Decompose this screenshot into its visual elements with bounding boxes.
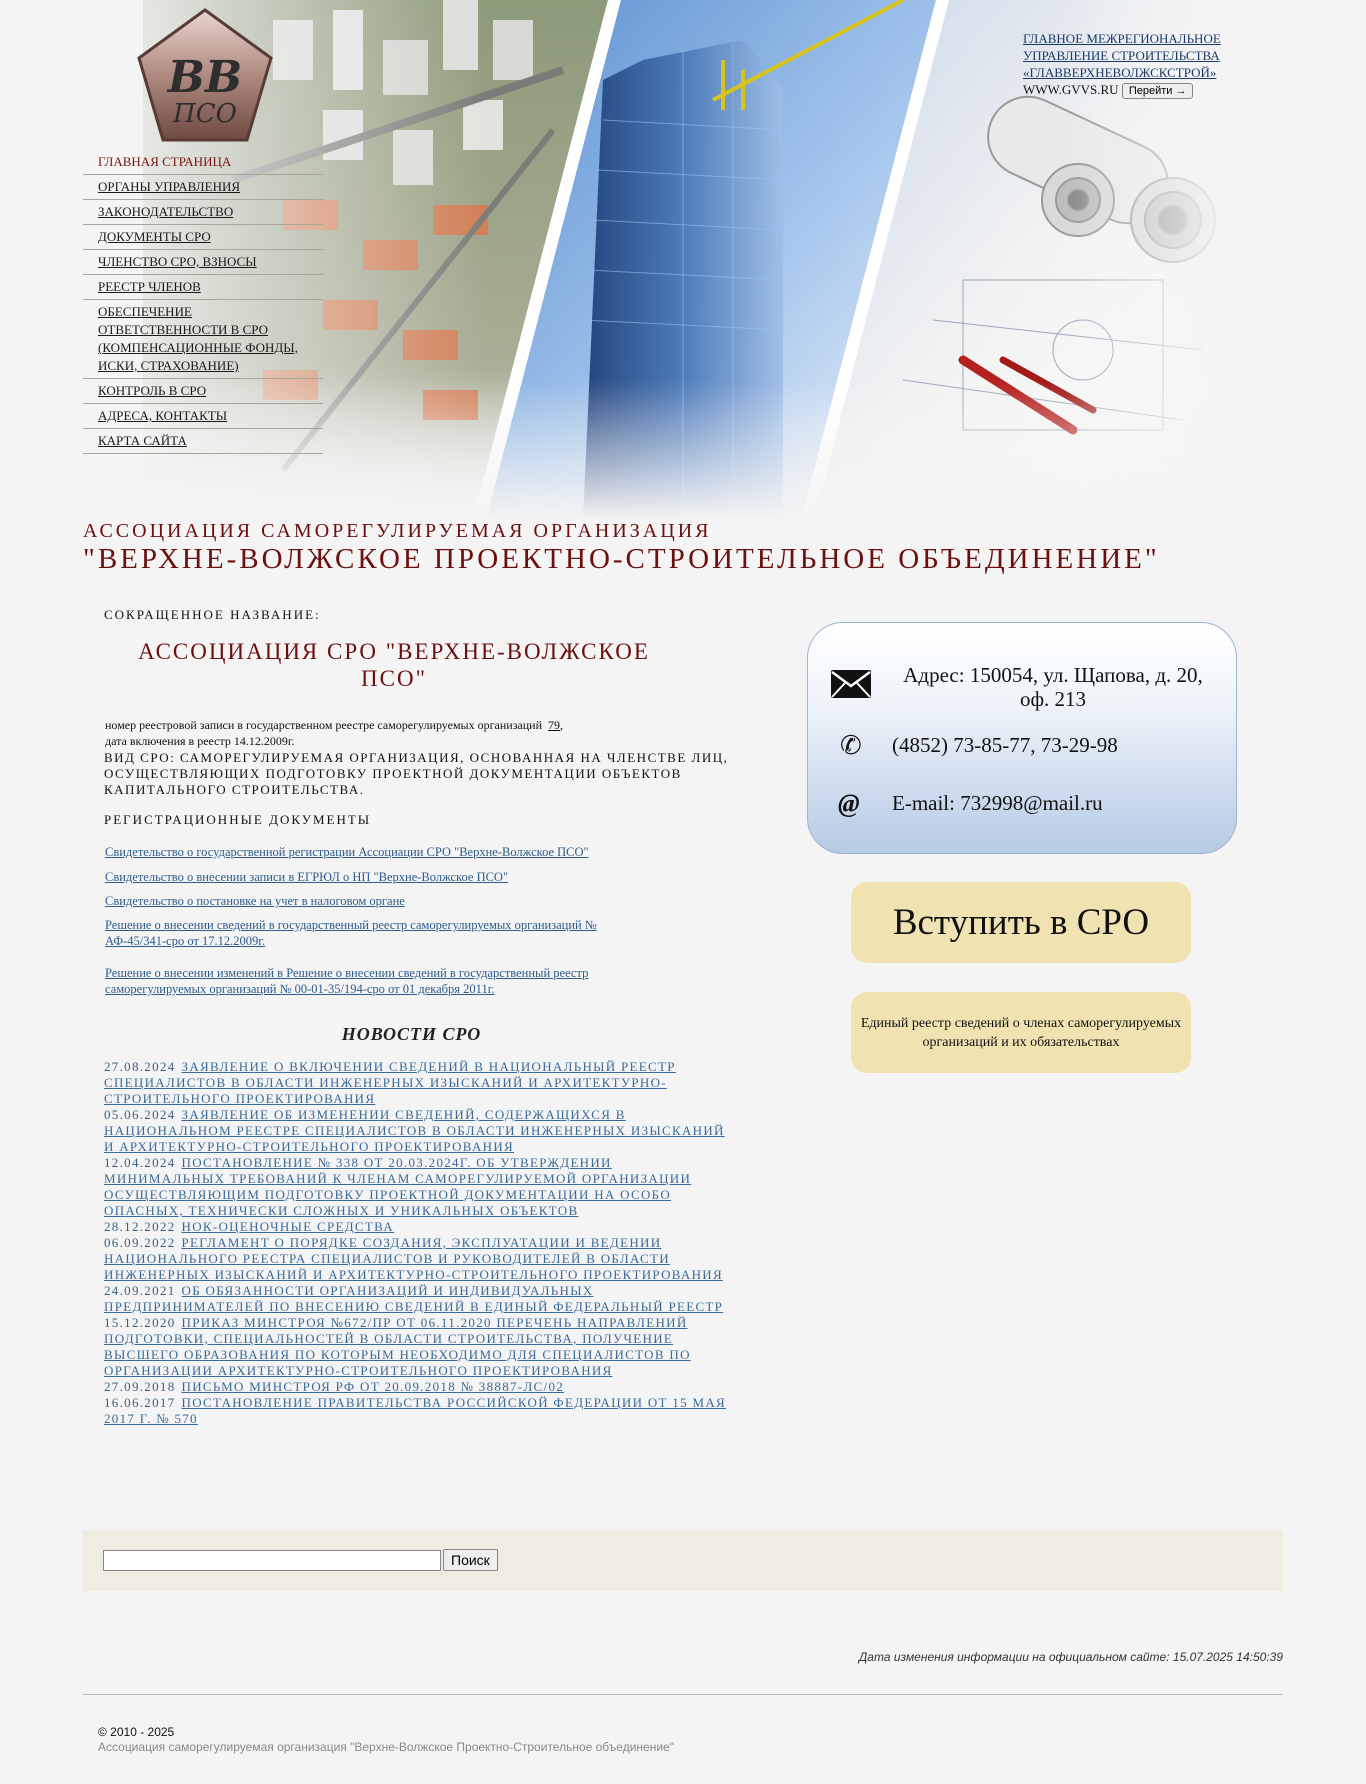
news-date: 28.12.2022 bbox=[104, 1219, 176, 1234]
logo-text-top: ВВ bbox=[167, 52, 243, 103]
search-bar bbox=[83, 1530, 1283, 1591]
news-date: 15.12.2020 bbox=[104, 1315, 176, 1330]
doc-link[interactable]: Свидетельство о внесении записи в ЕГРЮЛ о НП "Верхне-Волжское ПСО" bbox=[105, 870, 509, 884]
news-item bbox=[104, 1395, 729, 1427]
news-date: 27.09.2018 bbox=[104, 1379, 176, 1394]
menu-item-link[interactable]: ЧЛЕНСТВО СРО, ВЗНОСЫ bbox=[98, 254, 257, 269]
news-link[interactable]: ПОСТАНОВЛЕНИЕ ПРАВИТЕЛЬСТВА РОССИЙСКОЙ ФЕДЕРАЦИИ ОТ 15 МАЯ 2017 Г. № 570 bbox=[104, 1395, 726, 1426]
news-list bbox=[104, 1059, 729, 1427]
registry-date: дата включения в реестр 14.12.2009г. bbox=[105, 734, 295, 748]
news-date: 12.04.2024 bbox=[104, 1155, 176, 1170]
reg-docs-title: РЕГИСТРАЦИОННЫЕ ДОКУМЕНТЫ bbox=[104, 812, 372, 827]
news-item bbox=[104, 1379, 729, 1395]
search-button[interactable]: Поиск bbox=[443, 1549, 498, 1571]
menu-item[interactable] bbox=[83, 200, 323, 225]
sro-type: ВИД СРО: САМОРЕГУЛИРУЕМАЯ ОРГАНИЗАЦИЯ, ОСНОВАННАЯ НА ЧЛЕНСТВЕ ЛИЦ, ОСУЩЕСТВЛЯЮЩИХ ПОДГОТОВКУ ПРОЕКТНОЙ ДОКУМЕНТАЦИИ ОБЪЕКТОВ КАПИТАЛЬНОГО СТРОИТЕЛЬСТВА. bbox=[104, 750, 729, 797]
menu-item-link[interactable]: РЕЕСТР ЧЛЕНОВ bbox=[98, 279, 201, 294]
partner-link-line3: «ГЛАВВЕРХНЕВОЛЖСКСТРОЙ» bbox=[1023, 65, 1217, 80]
news-item bbox=[104, 1155, 729, 1219]
phone-icon: ✆ bbox=[840, 731, 862, 760]
at-icon: @ bbox=[838, 789, 860, 818]
partner-link[interactable] bbox=[1023, 31, 1221, 80]
news-date: 05.06.2024 bbox=[104, 1107, 176, 1122]
contact-card bbox=[807, 622, 1237, 854]
footer-org: Ассоциация саморегулируемая организация "Верхне-Волжское Проектно-Строительное объединение" bbox=[98, 1740, 674, 1754]
footer-divider bbox=[83, 1694, 1283, 1695]
menu-item[interactable] bbox=[83, 379, 323, 404]
doc-link[interactable]: Решение о внесении изменений в Решение о внесении сведений в государственный реестр саморегулируемых организаций № 00-01-35/194-сро от 01 декабря 2011г. bbox=[105, 966, 589, 996]
news-item bbox=[104, 1315, 729, 1379]
logo[interactable] bbox=[135, 6, 275, 146]
partner-link-line2: УПРАВЛЕНИЕ СТРОИТЕЛЬСТВА bbox=[1023, 48, 1220, 63]
menu-item[interactable] bbox=[83, 150, 323, 175]
menu-item[interactable] bbox=[83, 429, 323, 454]
news-item bbox=[104, 1107, 729, 1155]
news-link[interactable]: ПРИКАЗ МИНСТРОЯ №672/ПР ОТ 06.11.2020 ПЕРЕЧЕНЬ НАПРАВЛЕНИЙ ПОДГОТОВКИ, СПЕЦИАЛЬНОСТЕЙ В ОБЛАСТИ СТРОИТЕЛЬСТВА, ПОЛУЧЕНИЕ ВЫСШЕГО ОБРАЗОВАНИЯ ПО КОТОРЫМ НЕОБХОДИМО ДЛЯ СПЕЦИАЛИСТОВ ПО ОРГАНИЗАЦИИ АРХИТЕКТУРНО-СТРОИТЕЛЬНОГО ПРОЕКТИРОВАНИЯ bbox=[104, 1315, 691, 1378]
news-link[interactable]: ЗАЯВЛЕНИЕ ОБ ИЗМЕНЕНИИ СВЕДЕНИЙ, СОДЕРЖАЩИХСЯ В НАЦИОНАЛЬНОМ РЕЕСТРЕ СПЕЦИАЛИСТОВ В ОБЛАСТИ ИНЖЕНЕРНЫХ ИЗЫСКАНИЙ И АРХИТЕКТУРНО-СТРОИТЕЛЬНОГО ПРОЕКТИРОВАНИЯ bbox=[104, 1107, 725, 1154]
menu-item-link[interactable]: КОНТРОЛЬ В СРО bbox=[98, 383, 207, 398]
menu-item-link[interactable]: ГЛАВНАЯ СТРАНИЦА bbox=[98, 154, 232, 169]
last-modified: Дата изменения информации на официальном сайте: 15.07.2025 14:50:39 bbox=[858, 1650, 1283, 1664]
go-button[interactable]: Перейти → bbox=[1122, 83, 1194, 99]
news-date: 27.08.2024 bbox=[104, 1059, 176, 1074]
menu-item-link[interactable]: АДРЕСА, КОНТАКТЫ bbox=[98, 408, 228, 423]
partner-block bbox=[1023, 30, 1243, 99]
news-link[interactable]: РЕГЛАМЕНТ О ПОРЯДКЕ СОЗДАНИЯ, ЭКСПЛУАТАЦИИ И ВЕДЕНИИ НАЦИОНАЛЬНОГО РЕЕСТРА СПЕЦИАЛИСТОВ И РУКОВОДИТЕЛЕЙ В ОБЛАСТИ ИНЖЕНЕРНЫХ ИЗЫСКАНИЙ И АРХИТЕКТУРНО-СТРОИТЕЛЬНОГО ПРОЕКТИРОВАНИЯ bbox=[104, 1235, 723, 1282]
org-subtitle: АССОЦИАЦИЯ САМОРЕГУЛИРУЕМАЯ ОРГАНИЗАЦИЯ bbox=[83, 520, 712, 542]
registry-text: номер реестровой записи в государственном реестре саморегулируемых организаций bbox=[105, 718, 543, 732]
news-date: 06.09.2022 bbox=[104, 1235, 176, 1250]
news-link[interactable]: ПИСЬМО МИНСТРОЯ РФ ОТ 20.09.2018 № 38887-ЛС/02 bbox=[181, 1379, 565, 1394]
footer bbox=[98, 1725, 674, 1755]
doc-item bbox=[105, 917, 635, 949]
news-item bbox=[104, 1283, 729, 1315]
partner-link-line1: ГЛАВНОЕ МЕЖРЕГИОНАЛЬНОЕ bbox=[1023, 31, 1221, 46]
news-date: 16.06.2017 bbox=[104, 1395, 176, 1410]
join-sro-button[interactable]: Вступить в СРО bbox=[851, 882, 1191, 963]
news-date: 24.09.2021 bbox=[104, 1283, 176, 1298]
doc-item bbox=[105, 869, 508, 885]
menu-item-link[interactable]: КАРТА САЙТА bbox=[98, 433, 187, 448]
doc-item bbox=[105, 965, 635, 997]
partner-site: WWW.GVVS.RU bbox=[1023, 82, 1119, 97]
menu-item[interactable] bbox=[83, 404, 323, 429]
menu-item[interactable] bbox=[83, 275, 323, 300]
envelope-icon bbox=[830, 669, 872, 699]
doc-item bbox=[105, 893, 405, 909]
menu-item-link[interactable]: ДОКУМЕНТЫ СРО bbox=[98, 229, 211, 244]
logo-text-bottom: ПСО bbox=[173, 99, 237, 129]
news-item bbox=[104, 1235, 729, 1283]
menu-item-link[interactable]: ЗАКОНОДАТЕЛЬСТВО bbox=[98, 204, 234, 219]
contact-address: Адрес: 150054, ул. Щапова, д. 20, оф. 213 bbox=[903, 663, 1203, 711]
news-link[interactable]: ПОСТАНОВЛЕНИЕ № 338 ОТ 20.03.2024Г. ОБ УТВЕРЖДЕНИИ МИНИМАЛЬНЫХ ТРЕБОВАНИЙ К ЧЛЕНАМ САМОРЕГУЛИРУЕМОЙ ОРГАНИЗАЦИИ ОСУЩЕСТВЛЯЮЩИМ ПОДГОТОВКУ ПРОЕКТНОЙ ДОКУМЕНТАЦИИ НА ОСОБО ОПАСНЫХ, ТЕХНИЧЕСКИ СЛОЖНЫХ И УНИКАЛЬНЫХ ОБЪЕКТОВ bbox=[104, 1155, 692, 1218]
doc-item bbox=[105, 844, 589, 860]
registry-button[interactable]: Единый реестр сведений о членах саморегулируемых организаций и их обязательствах bbox=[851, 992, 1191, 1073]
doc-link[interactable]: Свидетельство о постановке на учет в налоговом органе bbox=[105, 894, 405, 908]
doc-link[interactable]: Решение о внесении сведений в государственный реестр саморегулируемых организаций № АФ-45/341-сро от 17.12.2009г. bbox=[105, 918, 597, 948]
org-title: "ВЕРХНЕ-ВОЛЖСКОЕ ПРОЕКТНО-СТРОИТЕЛЬНОЕ ОБЪЕДИНЕНИЕ" bbox=[83, 543, 1160, 575]
search-input[interactable] bbox=[103, 1550, 441, 1571]
menu-item[interactable] bbox=[83, 300, 323, 379]
contact-email: E-mail: 732998@mail.ru bbox=[892, 791, 1103, 815]
news-title: НОВОСТИ СРО bbox=[341, 1024, 482, 1044]
main-menu bbox=[83, 150, 323, 454]
registry-info bbox=[105, 717, 563, 749]
menu-item[interactable] bbox=[83, 250, 323, 275]
doc-link[interactable]: Свидетельство о государственной регистрации Ассоциации СРО "Верхне-Волжское ПСО" bbox=[105, 845, 589, 859]
menu-item-link[interactable]: ОБЕСПЕЧЕНИЕ ОТВЕТСТВЕННОСТИ В СРО (КОМПЕНСАЦИОННЫЕ ФОНДЫ, ИСКИ, СТРАХОВАНИЕ) bbox=[98, 304, 298, 373]
news-item bbox=[104, 1219, 729, 1235]
news-link[interactable]: ОБ ОБЯЗАННОСТИ ОРГАНИЗАЦИЙ И ИНДИВИДУАЛЬНЫХ ПРЕДПРИНИМАТЕЛЕЙ ПО ВНЕСЕНИЮ СВЕДЕНИЙ В ЕДИНЫЙ ФЕДЕРАЛЬНЫЙ РЕЕСТР bbox=[104, 1283, 724, 1314]
registry-comma: , bbox=[560, 718, 564, 732]
short-name-label: СОКРАЩЕННОЕ НАЗВАНИЕ: bbox=[104, 607, 321, 622]
menu-item-link[interactable]: ОРГАНЫ УПРАВЛЕНИЯ bbox=[98, 179, 241, 194]
news-link[interactable]: ЗАЯВЛЕНИЕ О ВКЛЮЧЕНИИ СВЕДЕНИЙ В НАЦИОНАЛЬНЫЙ РЕЕСТР СПЕЦИАЛИСТОВ В ОБЛАСТИ ИНЖЕНЕРНЫХ ИЗЫСКАНИЙ И АРХИТЕКТУРНО-СТРОИТЕЛЬНОГО ПРОЕКТИРОВАНИЯ bbox=[104, 1059, 676, 1106]
menu-item[interactable] bbox=[83, 175, 323, 200]
menu-item[interactable] bbox=[83, 225, 323, 250]
news-item bbox=[104, 1059, 729, 1107]
copyright: © 2010 - 2025 bbox=[98, 1725, 175, 1739]
news-link[interactable]: НОК-ОЦЕНОЧНЫЕ СРЕДСТВА bbox=[181, 1219, 394, 1234]
contact-phone: (4852) 73-85-77, 73-29-98 bbox=[892, 733, 1118, 757]
registry-number-link[interactable]: 79 bbox=[548, 718, 561, 732]
short-name: АССОЦИАЦИЯ СРО "ВЕРХНЕ-ВОЛЖСКОЕ ПСО" bbox=[138, 639, 650, 691]
